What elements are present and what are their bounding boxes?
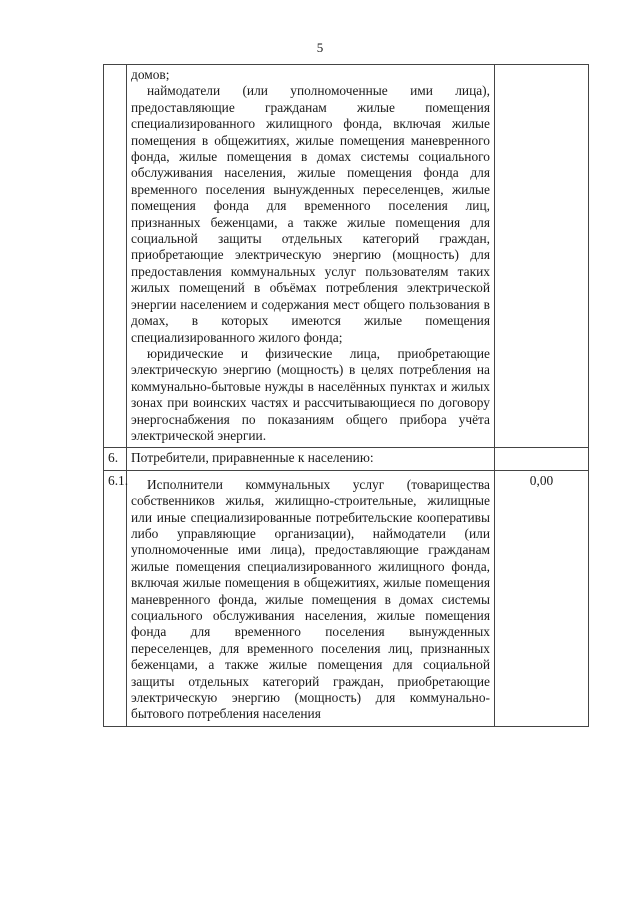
row-number-cell: 6.	[104, 448, 127, 470]
row-value-cell: 0,00	[495, 470, 589, 726]
row-number-cell	[104, 65, 127, 448]
paragraph-legal-entities: юридические и физические лица, приобретающие электрическую энергию (мощность) в целях потребления на коммунально-бытовые нужды в населённых пунктах и жилых зонах при воинских частях и рассчитывающиеся по договору энергоснабжения по показаниям общего прибора учёта электрической энергии.	[131, 345, 490, 443]
paragraph-landlords: наймодатели (или уполномоченные ими лица), предоставляющие гражданам жилые помещения специализированного жилищного фонда, включая жилые помещения в общежитиях, жилые помещения маневренного фонда, жилые помещения в домах системы социального обслуживания населения, жилые помещения фонда для временного поселения вынужденных переселенцев, жилые помещения фонда для временного поселения лиц, признанных беженцами, а также жилые помещения для социальной защиты отдельных категорий граждан, приобретающие электрическую энергию (мощность) для предоставления коммунальных услуг пользователям таких жилых помещений в объёмах потребления электрической энергии населением и содержания мест общего пользования в домах, в которых имеются жилые помещения специализированного жилого фонда;	[131, 83, 490, 345]
row-text-cell	[127, 448, 495, 470]
table-row	[104, 448, 589, 470]
table-row	[104, 65, 589, 448]
section-heading: Потребители, приравненные к населению:	[131, 450, 374, 466]
paragraph-continuation: домов;	[131, 67, 170, 82]
row-value-cell	[495, 65, 589, 448]
tariff-table	[103, 64, 589, 727]
row-text-cell	[127, 65, 495, 448]
paragraph-utility-providers: Исполнители коммунальных услуг (товарищества собственников жилья, жилищно-строительные, жилищные или иные специализированные потребительские кооперативы либо управляющие организации), наймодатели (или уполномоченные ими лица), предоставляющие гражданам жилые помещения специализированного жилищного фонда, включая жилые помещения в общежитиях, жилые помещения маневренного фонда, жилые помещения в домах системы социального обслуживания населения, жилые помещения фонда для временного поселения вынужденных переселенцев, для временного поселения лиц, признанных беженцами, а также жилые помещения для социальной защиты отдельных категорий граждан, приобретающие электрическую энергию (мощность) для коммунально-бытового потребления населения	[131, 476, 490, 722]
row-text-cell	[127, 470, 495, 726]
table-row	[104, 470, 589, 726]
row-value-cell	[495, 448, 589, 470]
page-number: 5	[316, 40, 324, 55]
row-number-cell: 6.1.	[104, 470, 127, 726]
